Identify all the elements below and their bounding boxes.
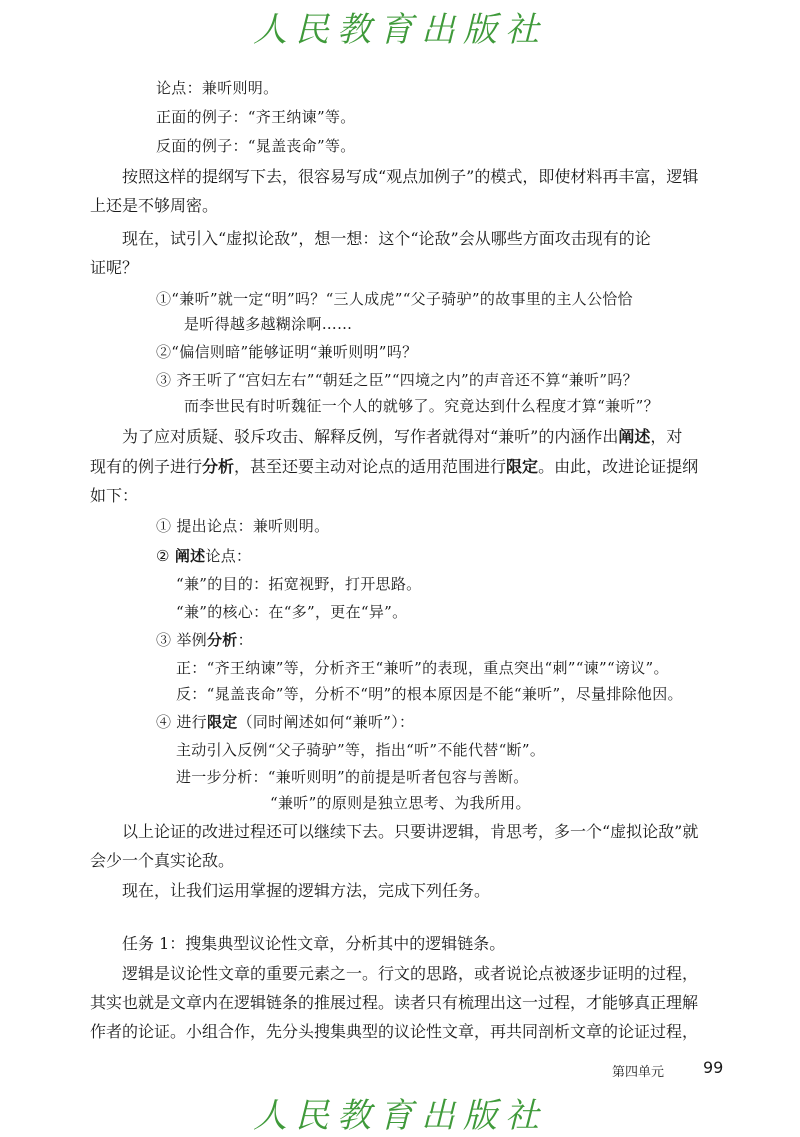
- outline-substep: 主动引入反例“父子骑驴”等，指出“听”不能代替“断”。: [176, 741, 546, 759]
- page-number: 99: [703, 1058, 724, 1077]
- outline-substep: “兼听”的原则是独立思考、为我所用。: [270, 794, 531, 812]
- paragraph-line: 上还是不够周密。: [90, 196, 219, 215]
- outline-substep: “兼”的目的：拓宽视野，打开思路。: [176, 575, 422, 593]
- paragraph-line: 逻辑是议论性文章的重要元素之一。行文的思路，或者说论点被逐步证明的过程，: [122, 964, 699, 983]
- paragraph-line: 现有的例子进行分析，甚至还要主动对论点的适用范围进行限定。由此，改进论证提纲: [90, 457, 699, 476]
- outline-negative-example: 反面的例子：“晁盖丧命”等。: [156, 137, 356, 155]
- task-heading: 任务 1：搜集典型议论性文章，分析其中的逻辑链条。: [122, 934, 506, 953]
- outline-step: ① 提出论点：兼听则明。: [156, 517, 330, 535]
- outline-substep: 反：“晁盖丧命”等，分析不“明”的根本原因是不能“兼听”，尽量排除他因。: [176, 685, 683, 703]
- outline-step: ③ 举例分析：: [156, 631, 253, 649]
- paragraph-line: 证呢？: [90, 258, 139, 277]
- outline-substep: 正：“齐王纳谏”等，分析齐王“兼听”的表现，重点突出“刺”“谏”“谤议”。: [176, 659, 669, 677]
- paragraph-line: 其实也就是文章内在逻辑链条的推展过程。读者只有梳理出这一过程，才能够真正理解: [90, 993, 699, 1012]
- paragraph-line: 会少一个真实论敌。: [90, 851, 235, 870]
- paragraph-line: 现在，让我们运用掌握的逻辑方法，完成下列任务。: [122, 881, 491, 900]
- publisher-watermark-top: 人民教育出版社: [253, 10, 547, 50]
- outline-substep: 进一步分析：“兼听则明”的前提是听者包容与善断。: [176, 768, 529, 786]
- paragraph-line: 以上论证的改进过程还可以继续下去。只要讲逻辑，肯思考，多一个“虚拟论敌”就: [122, 822, 699, 841]
- outline-step: ② 阐述论点：: [156, 547, 252, 565]
- question-item: 而李世民有时听魏征一个人的就够了。究竟达到什么程度才算“兼听”？: [184, 397, 659, 415]
- paragraph-line: 现在，试引入“虚拟论敌”，想一想：这个“论敌”会从哪些方面攻击现有的论: [122, 229, 651, 248]
- question-item: 是听得越多越糊涂啊……: [184, 315, 353, 333]
- paragraph-line: 作者的论证。小组合作，先分头搜集典型的议论性文章，再共同剖析文章的论证过程，: [90, 1022, 699, 1041]
- question-item: ③ 齐王听了“宫妇左右”“朝廷之臣”“四境之内”的声音还不算“兼听”吗？: [156, 371, 638, 389]
- unit-label: 第四单元: [612, 1065, 665, 1080]
- paragraph-line: 按照这样的提纲写下去，很容易写成“观点加例子”的模式，即使材料再丰富，逻辑: [122, 167, 699, 186]
- question-item: ①“兼听”就一定“明”吗？“三人成虎”“父子骑驴”的故事里的主人公恰恰: [156, 290, 633, 308]
- paragraph-line: 为了应对质疑、驳斥攻击、解释反例，写作者就得对“兼听”的内涵作出阐述，对: [122, 427, 683, 446]
- outline-substep: “兼”的核心：在“多”，更在“异”。: [176, 603, 408, 621]
- outline-step: ④ 进行限定（同时阐述如何“兼听”）：: [156, 713, 415, 731]
- outline-thesis: 论点：兼听则明。: [156, 79, 279, 97]
- publisher-watermark-bottom: 人民教育出版社: [253, 1096, 547, 1136]
- paragraph-line: 如下：: [90, 486, 139, 505]
- outline-positive-example: 正面的例子：“齐王纳谏”等。: [156, 108, 356, 126]
- question-item: ②“偏信则暗”能够证明“兼听则明”吗？: [156, 343, 418, 361]
